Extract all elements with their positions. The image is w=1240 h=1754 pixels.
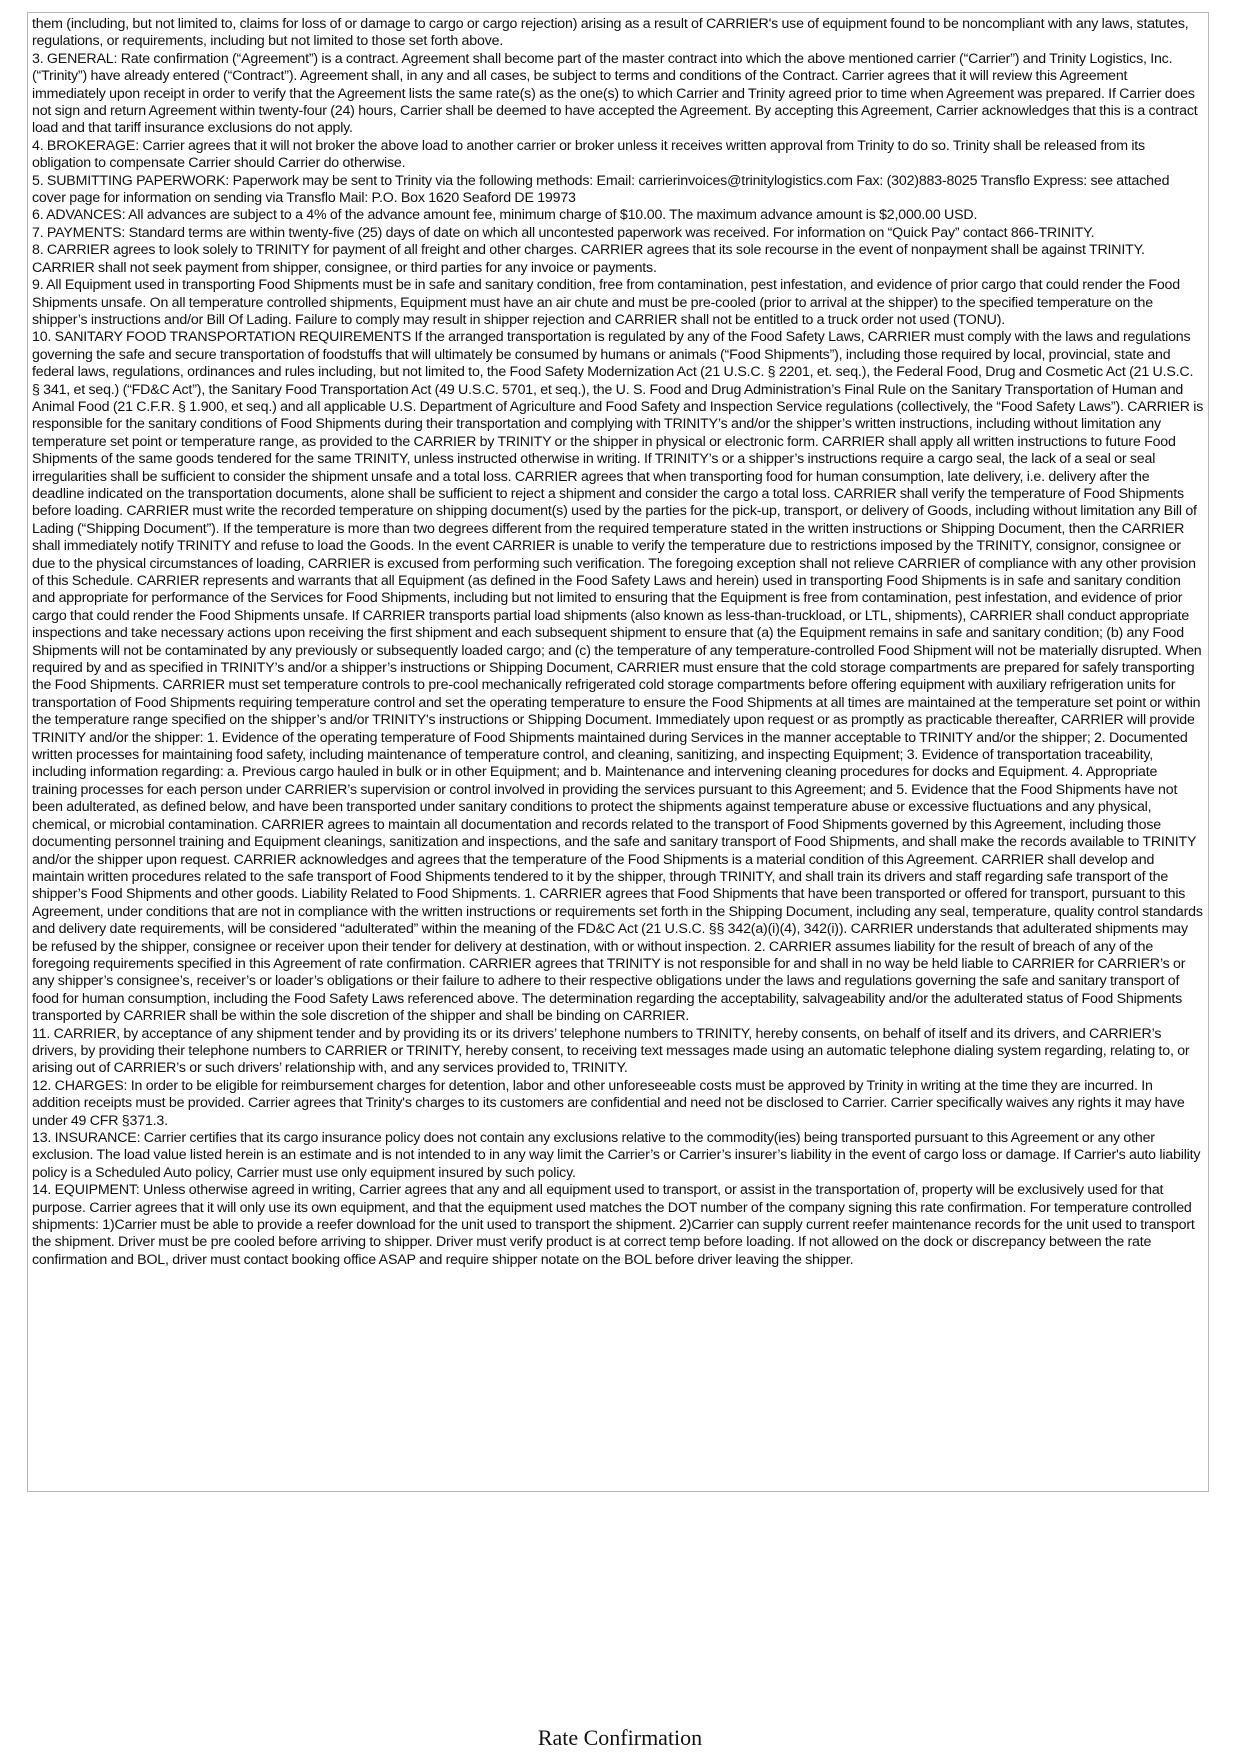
clause-7-payments: 7. PAYMENTS: Standard terms are within twenty-five (25) days of date on which all uncontested paperwork was received. For information on “Quick Pay” contact 866-TRINITY. — [32, 224, 1095, 241]
terms-intro: them (including, but not limited to, claims for loss of or damage to cargo or cargo rejection) arising as a result of CARRIER's use of equipment found to be noncompliant with any laws, statutes, regulations, or requirements, including but not limited to those set forth above. — [32, 16, 1189, 50]
clause-8-payment-recourse: 8. CARRIER agrees to look solely to TRINITY for payment of all freight and other charges. CARRIER agrees that its sole recourse in the event of nonpayment shall be against TRINITY. CARRIER shall not seek payment from shipper, consignee, or third parties for any invoice or payments. — [32, 242, 1145, 276]
clause-12-charges: 12. CHARGES: In order to be eligible for reimbursement charges for detention, labor and other unforeseeable costs must be approved by Trinity in writing at the time they are incurred. In addition receipts must be provided. Carrier agrees that Trinity's charges to its customers are confidential and need not be disclosed to Carrier. Carrier specifically waives any rights it may have under 49 CFR §371.3. — [32, 1077, 1185, 1129]
clause-13-insurance: 13. INSURANCE: Carrier certifies that its cargo insurance policy does not contain any exclusions relative to the commodity(ies) being transported pursuant to this Agreement or any other exclusion. The load value listed herein is an estimate and is not intended to in any way limit the Carrier’s or Carrier’s insurer’s liability in the event of cargo loss or damage. If Carrier's auto liability policy is a Scheduled Auto policy, Carrier must use only equipment insured by such policy. — [32, 1130, 1201, 1181]
clause-11-text-consent: 11. CARRIER, by acceptance of any shipment tender and by providing its or its drivers’ telephone numbers to TRINITY, hereby consents, on behalf of itself and its drivers, and CARRIER’s drivers, by providing their telephone numbers to CARRIER or TRINITY, hereby consent, to receiving text messages made using an automatic telephone dialing system regarding, relating to, or arising out of CARRIER’s or such drivers’ relationship with, and any services provided to, TRINITY. — [32, 1025, 1190, 1077]
clause-4-brokerage: 4. BROKERAGE: Carrier agrees that it will not broker the above load to another carrier or broker unless it receives written approval from Trinity to do so. Trinity shall be released from its obligation to compensate Carrier should Carrier do otherwise. — [32, 137, 1145, 172]
clause-3-general: 3. GENERAL: Rate confirmation (“Agreement”) is a contract. Agreement shall become part of the master contract into which the above mentioned carrier (“Carrier”) and Trinity Logistics, Inc. (“Trinity”) have already entered (“Contract”). Agreement shall, in any and all cases, be subject to terms and conditions of the Contract. Carrier agrees that it will review this Agreement immediately upon receipt in order to verify that the Agreement lists the same rate(s) as the one(s) to which Carrier and Trinity agreed prior to time when Agreement was prepared. If Carrier does not sign and return Agreement within twenty-four (24) hours, Carrier shall be deemed to have accepted the Agreement. By accepting this Agreement, Carrier acknowledges that this is a contract load and that tariff insurance exclusions do not apply. — [32, 50, 1198, 137]
terms-text — [32, 16, 1204, 1269]
page-footer-title: Rate Confirmation — [537, 1725, 703, 1750]
clause-9-equipment-sanitation: 9. All Equipment used in transporting Food Shipments must be in safe and sanitary condition, free from contamination, pest infestation, and evidence of prior cargo that could render the Food Shipments unsafe. On all temperature controlled shipments, Equipment must have an air chute and must be pre-cooled (prior to arrival at the shipper) to the specified temperature on the shipper’s instructions and/or Bill Of Lading. Failure to comply may result in shipper rejection and CARRIER shall not be entitled to a truck order not used (TONU). — [32, 277, 1180, 328]
clause-14-equipment: 14. EQUIPMENT: Unless otherwise agreed in writing, Carrier agrees that any and all equipment used to transport, or assist in the transportation of, property will be exclusively used for that purpose. Carrier agrees that it will only use its own equipment, and that the equipment used matches the DOT number of the company signing this rate confirmation. For temperature controlled shipments: 1)Carrier must be able to provide a reefer download for the unit used to transport the shipment. 2)Carrier can supply current reefer maintenance records for the unit used to transport the shipment. Driver must be pre cooled before arriving to shipper. Driver must verify product is at correct temp before loading. If not allowed on the dock or discrepancy between the rate confirmation and BOL, driver must contact booking office ASAP and require shipper notate on the BOL before driver leaving the shipper. — [32, 1182, 1195, 1268]
clause-10-sanitary-food-transportation: 10. SANITARY FOOD TRANSPORTATION REQUIREMENTS If the arranged transportation is regulated by any of the Food Safety Laws, CARRIER must comply with the laws and regulations governing the safe and secure transportation of foodstuffs that will ultimately be consumed by humans or animals (“Food Shipments”), including those required by local, provincial, state and federal laws, regulations, ordinances and rules including, but not limited to, the Food Safety Modernization Act (21 U.S.C. § 2201, et. seq.), the Federal Food, Drug and Cosmetic Act (21 U.S.C. § 341, et seq.) (“FD&C Act”), the Sanitary Food Transportation Act (49 U.S.C. 5701, et seq.), the U. S. Food and Drug Administration’s Final Rule on the Sanitary Transportation of Human and Animal Food (21 C.F.R. § 1.900, et seq.) and all applicable U.S. Department of Agriculture and Food Safety and Inspection Service regulations (collectively, the “Food Safety Laws”). CARRIER is responsible for the sanitary conditions of Food Shipments during their transportation and complying with TRINITY’s and/or the shipper’s written instructions, including without limitation any temperature set point or temperature range, as provided to the CARRIER by TRINITY or the shipper in physical or electronic form. CARRIER shall apply all written instructions to future Food Shipments of the same goods tendered for the same TRINITY, unless instructed otherwise in writing. If TRINITY’s or a shipper’s instructions require a cargo seal, the lack of a seal or seal irregularities shall be sufficient to consider the shipment unsafe and a total loss. CARRIER agrees that when transporting food for human consumption, late delivery, i.e. delivery after the deadline indicated on the transportation documents, alone shall be sufficient to reject a shipment and consider the cargo a total loss. CARRIER shall verify the temperature of Food Shipments before loading. CARRIER must write the recorded temperature on shipping document(s) used by the parties for the pick-up, transport, or delivery of Goods, including without limitation any Bill of Lading (“Shipping Document”). If the temperature is more than two degrees different from the required temperature stated in the written instructions or Shipping Document, then the CARRIER shall immediately notify TRINITY and refuse to load the Goods. In the event CARRIER is unable to verify the temperature due to restrictions imposed by the TRINITY, consignor, consignee or due to the physical circumstances of loading, CARRIER is excused from performing such verification. The foregoing exception shall not relieve CARRIER of compliance with any other provision of this Schedule. CARRIER represents and warrants that all Equipment (as defined in the Food Safety Laws and herein) used in transporting Food Shipments is in safe and sanitary condition and appropriate for performance of the Services for Food Shipments, including but not limited to ensuring that the Equipment is free from contamination, pest infestation, and evidence of prior cargo that could render the Food Shipments unsafe. If CARRIER transports partial load shipments (also known as less-than-truckload, or LTL, shipments), CARRIER shall conduct appropriate inspections and take necessary actions upon receiving the first shipment and each subsequent shipment to ensure that (a) the Equipment remains in safe and sanitary condition; (b) any Food Shipments will not be contaminated by any previously or subsequently loaded cargo; and (c) the temperature of any temperature-controlled Food Shipment will not be materially disrupted. When required by and as specified in TRINITY’s and/or a shipper’s instructions or Shipping Document, CARRIER must ensure that the cold storage compartments are prepared for safely transporting the Food Shipments. CARRIER must set temperature controls to pre-cool mechanically refrigerated cold storage compartments before offering equipment with auxiliary refrigeration units for transportation of Food Shipments requiring temperature control and set the operating temperature to ensure the Food Shipments at all times are maintained at the temperature set point or within the temperature range specified on the shipper’s and/or TRINITY's instructions or Shipping Document. Immediately upon request or as promptly as practicable thereafter, CARRIER will provide TRINITY and/or the shipper: 1. Evidence of the operating temperature of Food Shipments maintained during Services in the manner acceptable to TRINITY and/or the shipper; 2. Documented written processes for maintaining food safety, including maintenance of temperature control, and cleaning, sanitizing, and inspecting Equipment; 3. Evidence of transportation traceability, including information regarding: a. Previous cargo hauled in bulk or in other Equipment; and b. Maintenance and intervening cleaning procedures for docks and Equipment. 4. Appropriate training processes for each person under CARRIER’s supervision or control involved in providing the services pursuant to this Agreement; and 5. Evidence that the Food Shipments have not been adulterated, as defined below, and have been transported under sanitary conditions to protect the shipments against temperature abuse or excessive fluctuations and any physical, chemical, or microbial contamination. CARRIER agrees to maintain all documentation and records related to the transport of Food Shipments governed by this Agreement, including those documenting personnel training and Equipment cleanings, sanitization and inspections, and the safe and sanitary transport of Food Shipments, and shall make the records available to TRINITY and/or the shipper upon request. CARRIER acknowledges and agrees that the temperature of the Food Shipments is a material condition of this Agreement. CARRIER shall develop and maintain written procedures related to the safe transport of Food Shipments tendered to it by the shipper, through TRINITY, and shall train its drivers and staff regarding safe transport of the shipper’s Food Shipments and other goods. Liability Related to Food Shipments. 1. CARRIER agrees that Food Shipments that have been transported or offered for transport, pursuant to this Agreement, under conditions that are not in compliance with the written instructions or requirements set forth in the Shipping Document, including any seal, temperature, quality control standards and delivery date requirements, will be considered “adulterated” within the meaning of the FD&C Act (21 U.S.C. §§ 342(a)(i)(4), 342(i)). CARRIER understands that adulterated shipments may be refused by the shipper, consignee or receiver upon their tender for delivery at destination, with or without inspection. 2. CARRIER assumes liability for the result of breach of any of the foregoing requirements specified in this Agreement of rate confirmation. CARRIER agrees that TRINITY is not responsible for and shall in no way be held liable to CARRIER for CARRIER’s or any shipper’s consignee’s, receiver’s or loader’s obligations or their failure to adhere to their respective obligations under the laws and regulations governing the safe and sanitary transport of food for human consumption, including the Food Safety Laws referenced above. The determination regarding the acceptability, salvageability and/or the adulterated status of Food Shipments transported by CARRIER shall be within the sole discretion of the shipper and shall be binding on CARRIER. — [32, 329, 1204, 1025]
clause-6-advances: 6. ADVANCES: All advances are subject to a 4% of the advance amount fee, minimum charge of $10.00. The maximum advance amount is $2,000.00 USD. — [32, 207, 978, 224]
terms-box — [27, 12, 1209, 1492]
clause-5-submitting-paperwork: 5. SUBMITTING PAPERWORK: Paperwork may be sent to Trinity via the following methods: Email: carrierinvoices@trinitylogistics.com Fax: (302)883-8025 Transflo Express: see attached cover page for information on sending via Transflo Mail: P.O. Box 1620 Seaford DE 19973 — [32, 172, 1170, 207]
